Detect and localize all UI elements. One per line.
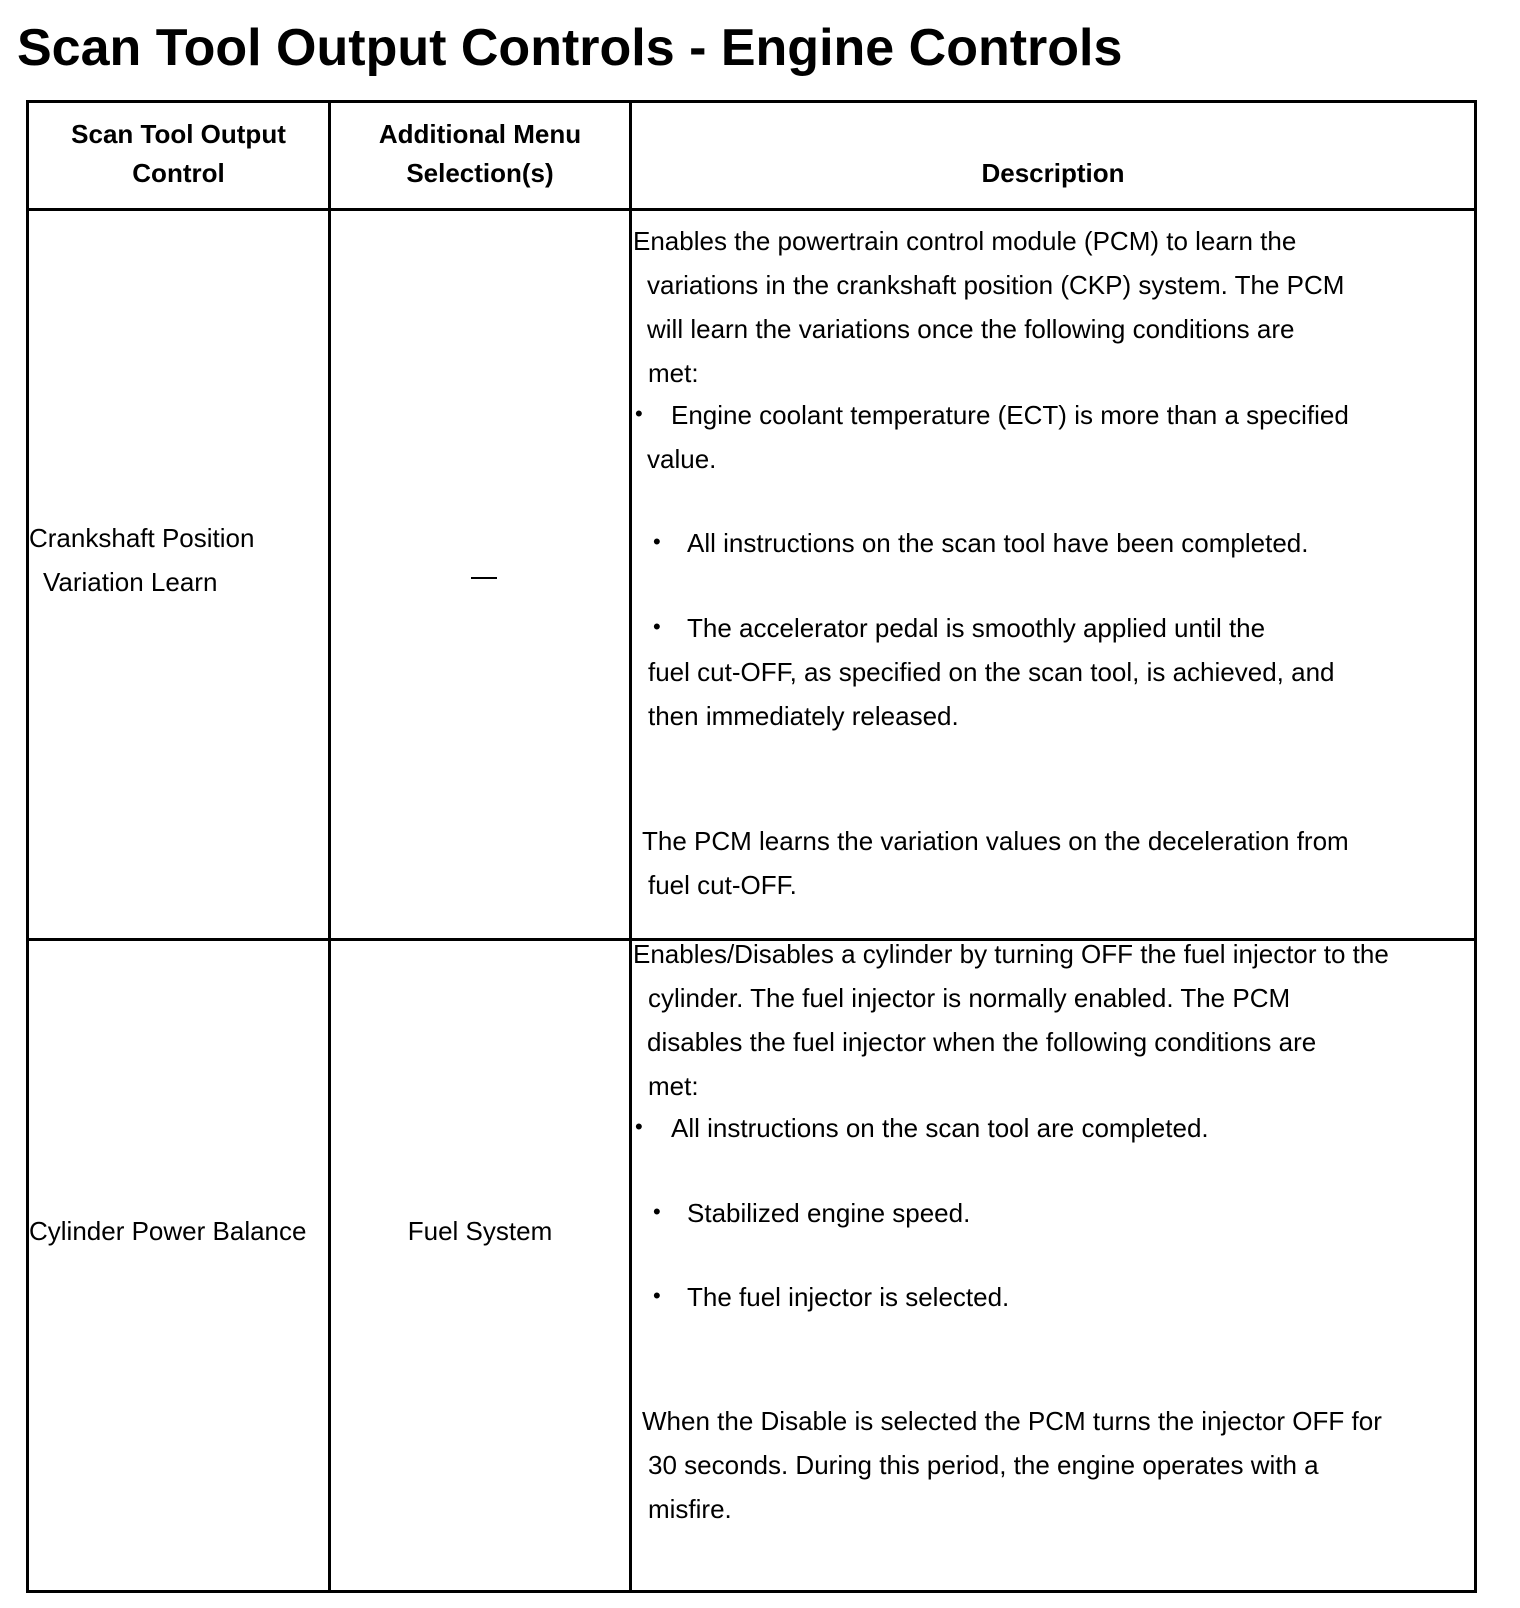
list-item: All instructions on the scan tool are completed. bbox=[671, 1113, 1209, 1143]
description-line: met: bbox=[648, 1071, 699, 1101]
bullet-icon: • bbox=[635, 401, 643, 426]
menu-selection-value bbox=[471, 562, 497, 592]
list-item: value. bbox=[647, 444, 717, 474]
column-divider-2 bbox=[629, 100, 632, 1593]
list-item: The fuel injector is selected. bbox=[687, 1282, 1010, 1312]
table-border-left bbox=[26, 100, 29, 1593]
control-name-line: Cylinder Power Balance bbox=[29, 1216, 307, 1246]
column-divider-1 bbox=[328, 100, 331, 1593]
description-line: will learn the variations once the following conditions are bbox=[647, 314, 1295, 344]
control-name-line: Crankshaft Position bbox=[29, 523, 255, 553]
page-title: Scan Tool Output Controls - Engine Controls bbox=[17, 19, 1123, 77]
header-control-line-2: Control bbox=[132, 158, 225, 188]
description-line: disables the fuel injector when the following conditions are bbox=[647, 1027, 1317, 1057]
description-line: met: bbox=[648, 358, 699, 388]
description-note-line: 30 seconds. During this period, the engine operates with a bbox=[648, 1450, 1319, 1480]
list-item: Stabilized engine speed. bbox=[687, 1198, 971, 1228]
table-border-right bbox=[1474, 100, 1477, 1593]
description-note-line: The PCM learns the variation values on the deceleration from bbox=[642, 826, 1349, 856]
bullet-icon: • bbox=[653, 529, 661, 554]
list-item: All instructions on the scan tool have been completed. bbox=[687, 528, 1309, 558]
header-menu-selection bbox=[331, 115, 629, 193]
table-border-top bbox=[26, 100, 1477, 103]
bullet-icon: • bbox=[653, 614, 661, 639]
description-line: Enables/Disables a cylinder by turning OFF the fuel injector to the bbox=[633, 939, 1389, 969]
header-menu-line-1: Additional Menu bbox=[378, 119, 582, 149]
bullet-icon: • bbox=[635, 1114, 643, 1139]
bullet-icon: • bbox=[653, 1199, 661, 1224]
bullet-icon: • bbox=[653, 1283, 661, 1308]
list-item: then immediately released. bbox=[648, 701, 959, 731]
description-line: variations in the crankshaft position (CKP) system. The PCM bbox=[647, 270, 1345, 300]
description-line: cylinder. The fuel injector is normally enabled. The PCM bbox=[648, 983, 1291, 1013]
header-divider bbox=[26, 208, 1477, 211]
list-item: Engine coolant temperature (ECT) is more than a specified bbox=[671, 400, 1349, 430]
table-border-bottom bbox=[26, 1590, 1477, 1593]
description-note-line: misfire. bbox=[648, 1494, 732, 1524]
header-menu-line-2: Selection(s) bbox=[406, 158, 554, 188]
output-controls-table bbox=[26, 100, 1477, 1593]
header-description: Description bbox=[981, 158, 1125, 188]
header-control-line-1: Scan Tool Output bbox=[71, 119, 286, 149]
header-control bbox=[29, 115, 328, 193]
control-name-line: Variation Learn bbox=[43, 567, 218, 597]
menu-selection-value: Fuel System bbox=[407, 1216, 553, 1246]
description-note-line: fuel cut-OFF. bbox=[648, 870, 797, 900]
list-item: The accelerator pedal is smoothly applied until the bbox=[687, 613, 1266, 643]
list-item: fuel cut-OFF, as specified on the scan tool, is achieved, and bbox=[648, 657, 1335, 687]
description-line: Enables the powertrain control module (PCM) to learn the bbox=[633, 226, 1297, 256]
description-note-line: When the Disable is selected the PCM turns the injector OFF for bbox=[642, 1406, 1382, 1436]
